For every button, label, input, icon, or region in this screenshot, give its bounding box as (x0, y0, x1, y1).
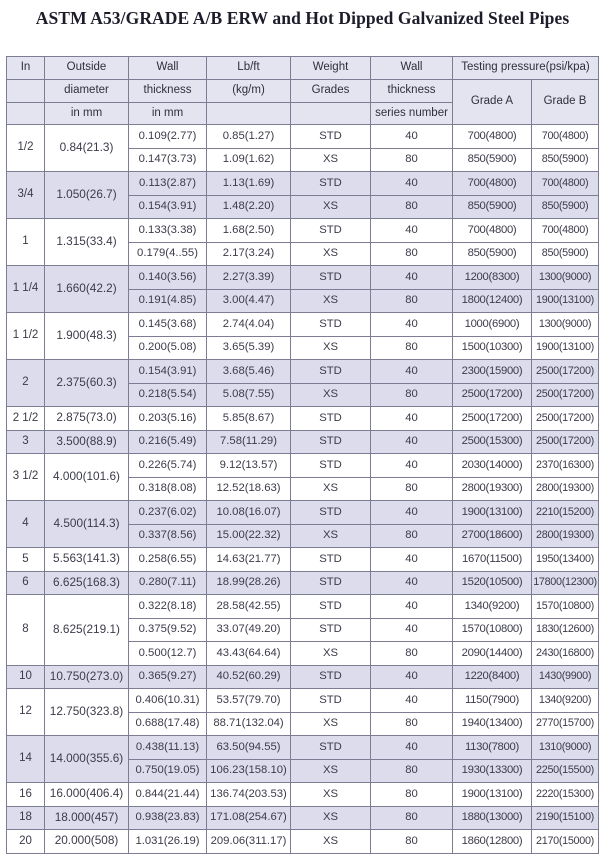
cell-lb-per-ft: 171.08(254.67) (207, 806, 291, 830)
cell-weight-grade: STD (291, 454, 371, 478)
cell-pressure-grade-a: 1500(10300) (453, 336, 532, 360)
cell-pressure-grade-a: 1570(10800) (453, 618, 532, 642)
cell-size-in: 3/4 (7, 172, 45, 219)
cell-pressure-grade-a: 1150(7900) (453, 689, 532, 713)
cell-size-in: 1 (7, 219, 45, 266)
cell-wall-thickness: 0.203(5.16) (129, 407, 207, 431)
cell-pressure-grade-b: 2800(19300) (532, 477, 599, 501)
header-outside: Outside (45, 57, 129, 80)
cell-pressure-grade-a: 700(4800) (453, 125, 532, 149)
cell-pressure-grade-b: 1310(9000) (532, 736, 599, 760)
cell-outside-diameter: 12.750(323.8) (45, 689, 129, 736)
cell-outside-diameter: 1.315(33.4) (45, 219, 129, 266)
table-row (7, 266, 599, 290)
cell-lb-per-ft: 209.06(311.17) (207, 830, 291, 854)
cell-pressure-grade-a: 1130(7800) (453, 736, 532, 760)
cell-outside-diameter: 10.750(273.0) (45, 665, 129, 689)
cell-lb-per-ft: 88.71(132.04) (207, 712, 291, 736)
cell-lb-per-ft: 3.65(5.39) (207, 336, 291, 360)
cell-pressure-grade-b: 2800(19300) (532, 524, 599, 548)
cell-series-number: 40 (371, 618, 453, 642)
table-row (7, 407, 599, 431)
cell-lb-per-ft: 63.50(94.55) (207, 736, 291, 760)
cell-weight-grade: XS (291, 759, 371, 783)
cell-outside-diameter: 0.84(21.3) (45, 125, 129, 172)
cell-pressure-grade-b: 2250(15500) (532, 759, 599, 783)
header-wall: Wall (129, 57, 207, 80)
cell-weight-grade: STD (291, 172, 371, 196)
cell-series-number: 40 (371, 571, 453, 595)
cell-series-number: 40 (371, 665, 453, 689)
cell-series-number: 40 (371, 360, 453, 384)
cell-outside-diameter: 2.375(60.3) (45, 360, 129, 407)
cell-outside-diameter: 4.000(101.6) (45, 454, 129, 501)
cell-pressure-grade-b: 2210(15200) (532, 501, 599, 525)
cell-pressure-grade-a: 1880(13000) (453, 806, 532, 830)
cell-wall-thickness: 0.375(9.52) (129, 618, 207, 642)
cell-weight-grade: XS (291, 642, 371, 666)
cell-outside-diameter: 6.625(168.3) (45, 571, 129, 595)
cell-wall-thickness: 0.237(6.02) (129, 501, 207, 525)
cell-wall-thickness: 0.216(5.49) (129, 430, 207, 454)
cell-size-in: 1 1/2 (7, 313, 45, 360)
cell-size-in: 12 (7, 689, 45, 736)
cell-series-number: 40 (371, 430, 453, 454)
table-row (7, 783, 599, 807)
table-row (7, 806, 599, 830)
cell-pressure-grade-a: 1220(8400) (453, 665, 532, 689)
cell-pressure-grade-b: 2170(15000) (532, 830, 599, 854)
cell-weight-grade: STD (291, 665, 371, 689)
cell-series-number: 40 (371, 407, 453, 431)
cell-lb-per-ft: 53.57(79.70) (207, 689, 291, 713)
cell-wall-thickness: 0.113(2.87) (129, 172, 207, 196)
cell-lb-per-ft: 5.08(7.55) (207, 383, 291, 407)
cell-weight-grade: XS (291, 524, 371, 548)
cell-series-number: 80 (371, 712, 453, 736)
cell-lb-per-ft: 40.52(60.29) (207, 665, 291, 689)
cell-wall-thickness: 0.337(8.56) (129, 524, 207, 548)
cell-outside-diameter: 20.000(508) (45, 830, 129, 854)
cell-weight-grade: STD (291, 219, 371, 243)
header-row-2 (7, 80, 599, 103)
table-row (7, 125, 599, 149)
cell-outside-diameter: 16.000(406.4) (45, 783, 129, 807)
cell-series-number: 40 (371, 736, 453, 760)
table-row (7, 360, 599, 384)
cell-pressure-grade-b: 2370(16300) (532, 454, 599, 478)
header-grades: Grades (291, 80, 371, 103)
header-thickness-series: thickness (371, 80, 453, 103)
cell-series-number: 80 (371, 289, 453, 313)
cell-wall-thickness: 0.688(17.48) (129, 712, 207, 736)
cell-wall-thickness: 0.109(2.77) (129, 125, 207, 149)
cell-size-in: 3 1/2 (7, 454, 45, 501)
cell-size-in: 14 (7, 736, 45, 783)
cell-pressure-grade-a: 1670(11500) (453, 548, 532, 572)
cell-series-number: 80 (371, 806, 453, 830)
cell-series-number: 40 (371, 501, 453, 525)
cell-wall-thickness: 0.318(8.08) (129, 477, 207, 501)
cell-pressure-grade-a: 1200(8300) (453, 266, 532, 290)
cell-pressure-grade-a: 850(5900) (453, 148, 532, 172)
cell-lb-per-ft: 3.00(4.47) (207, 289, 291, 313)
cell-wall-thickness: 0.200(5.08) (129, 336, 207, 360)
cell-size-in: 4 (7, 501, 45, 548)
cell-weight-grade: STD (291, 125, 371, 149)
cell-lb-per-ft: 2.74(4.04) (207, 313, 291, 337)
cell-pressure-grade-b: 2500(17200) (532, 430, 599, 454)
cell-lb-per-ft: 106.23(158.10) (207, 759, 291, 783)
cell-wall-thickness: 0.322(8.18) (129, 595, 207, 619)
page-title: ASTM A53/GRADE A/B ERW and Hot Dipped Galvanized Steel Pipes (35, 8, 570, 28)
cell-pressure-grade-a: 700(4800) (453, 172, 532, 196)
cell-weight-grade: XS (291, 336, 371, 360)
cell-wall-thickness: 0.226(5.74) (129, 454, 207, 478)
cell-weight-grade: XS (291, 477, 371, 501)
cell-size-in: 18 (7, 806, 45, 830)
cell-weight-grade: STD (291, 618, 371, 642)
cell-pressure-grade-b: 1340(9200) (532, 689, 599, 713)
cell-pressure-grade-a: 1860(12800) (453, 830, 532, 854)
table-row (7, 571, 599, 595)
cell-weight-grade: STD (291, 407, 371, 431)
header-wall-units: in mm (129, 103, 207, 125)
cell-wall-thickness: 0.191(4.85) (129, 289, 207, 313)
header-weight: Weight (291, 57, 371, 80)
cell-weight-grade: XS (291, 783, 371, 807)
cell-series-number: 40 (371, 172, 453, 196)
table-row (7, 595, 599, 619)
cell-pressure-grade-a: 1520(10500) (453, 571, 532, 595)
cell-pressure-grade-a: 2500(17200) (453, 407, 532, 431)
cell-weight-grade: STD (291, 736, 371, 760)
cell-series-number: 40 (371, 689, 453, 713)
cell-weight-grade: STD (291, 689, 371, 713)
cell-lb-per-ft: 15.00(22.32) (207, 524, 291, 548)
cell-lb-per-ft: 2.17(3.24) (207, 242, 291, 266)
cell-lb-per-ft: 43.43(64.64) (207, 642, 291, 666)
cell-weight-grade: STD (291, 360, 371, 384)
cell-wall-thickness: 1.031(26.19) (129, 830, 207, 854)
cell-series-number: 80 (371, 242, 453, 266)
header-series-number: series number (371, 103, 453, 125)
cell-pressure-grade-b: 700(4800) (532, 219, 599, 243)
cell-lb-per-ft: 18.99(28.26) (207, 571, 291, 595)
cell-weight-grade: XS (291, 289, 371, 313)
table-row (7, 736, 599, 760)
cell-lb-per-ft: 1.68(2.50) (207, 219, 291, 243)
cell-size-in: 1 1/4 (7, 266, 45, 313)
table-row (7, 454, 599, 478)
cell-series-number: 40 (371, 219, 453, 243)
cell-series-number: 80 (371, 759, 453, 783)
cell-size-in: 8 (7, 595, 45, 666)
header-in-blank (7, 80, 45, 103)
table-row (7, 830, 599, 854)
header-wall-series: Wall (371, 57, 453, 80)
table-row (7, 313, 599, 337)
cell-wall-thickness: 0.280(7.11) (129, 571, 207, 595)
cell-pressure-grade-a: 1900(13100) (453, 783, 532, 807)
cell-outside-diameter: 18.000(457) (45, 806, 129, 830)
cell-wall-thickness: 0.147(3.73) (129, 148, 207, 172)
cell-pressure-grade-a: 2700(18600) (453, 524, 532, 548)
cell-wall-thickness: 0.500(12.7) (129, 642, 207, 666)
cell-pressure-grade-b: 1430(9900) (532, 665, 599, 689)
table-row (7, 665, 599, 689)
cell-pressure-grade-b: 850(5900) (532, 148, 599, 172)
cell-pressure-grade-b: 700(4800) (532, 125, 599, 149)
cell-pressure-grade-a: 1900(13100) (453, 501, 532, 525)
cell-pressure-grade-b: 1300(9000) (532, 266, 599, 290)
header-in-blank-2 (7, 103, 45, 125)
cell-pressure-grade-a: 1800(12400) (453, 289, 532, 313)
cell-weight-grade: XS (291, 242, 371, 266)
cell-pressure-grade-b: 1830(12600) (532, 618, 599, 642)
cell-weight-grade: STD (291, 548, 371, 572)
cell-wall-thickness: 0.145(3.68) (129, 313, 207, 337)
cell-lb-per-ft: 2.27(3.39) (207, 266, 291, 290)
cell-lb-per-ft: 1.13(1.69) (207, 172, 291, 196)
cell-pressure-grade-a: 850(5900) (453, 195, 532, 219)
cell-weight-grade: STD (291, 595, 371, 619)
cell-pressure-grade-a: 1940(13400) (453, 712, 532, 736)
cell-size-in: 16 (7, 783, 45, 807)
cell-pressure-grade-b: 2430(16800) (532, 642, 599, 666)
cell-outside-diameter: 1.050(26.7) (45, 172, 129, 219)
cell-outside-diameter: 5.563(141.3) (45, 548, 129, 572)
cell-lb-per-ft: 10.08(16.07) (207, 501, 291, 525)
cell-lb-per-ft: 5.85(8.67) (207, 407, 291, 431)
cell-lb-per-ft: 136.74(203.53) (207, 783, 291, 807)
cell-wall-thickness: 0.406(10.31) (129, 689, 207, 713)
cell-lb-per-ft: 7.58(11.29) (207, 430, 291, 454)
cell-pressure-grade-b: 2220(15300) (532, 783, 599, 807)
header-in: In (7, 57, 45, 80)
cell-pressure-grade-a: 1340(9200) (453, 595, 532, 619)
cell-size-in: 1/2 (7, 125, 45, 172)
cell-outside-diameter: 4.500(114.3) (45, 501, 129, 548)
cell-wall-thickness: 0.258(6.55) (129, 548, 207, 572)
cell-series-number: 80 (371, 524, 453, 548)
cell-series-number: 40 (371, 548, 453, 572)
cell-pressure-grade-b: 850(5900) (532, 195, 599, 219)
pipe-spec-table (6, 56, 599, 854)
cell-pressure-grade-b: 1900(13100) (532, 289, 599, 313)
cell-pressure-grade-a: 1930(13300) (453, 759, 532, 783)
cell-pressure-grade-a: 2090(14400) (453, 642, 532, 666)
cell-series-number: 80 (371, 148, 453, 172)
cell-wall-thickness: 0.154(3.91) (129, 195, 207, 219)
cell-wall-thickness: 0.218(5.54) (129, 383, 207, 407)
cell-wall-thickness: 0.750(19.05) (129, 759, 207, 783)
cell-outside-diameter: 3.500(88.9) (45, 430, 129, 454)
cell-pressure-grade-b: 850(5900) (532, 242, 599, 266)
cell-pressure-grade-a: 2030(14000) (453, 454, 532, 478)
cell-lb-per-ft: 14.63(21.77) (207, 548, 291, 572)
cell-size-in: 5 (7, 548, 45, 572)
cell-lb-per-ft: 0.85(1.27) (207, 125, 291, 149)
cell-weight-grade: STD (291, 571, 371, 595)
table-row (7, 548, 599, 572)
cell-series-number: 40 (371, 595, 453, 619)
table-row (7, 172, 599, 196)
header-od-units: in mm (45, 103, 129, 125)
cell-size-in: 3 (7, 430, 45, 454)
cell-series-number: 80 (371, 642, 453, 666)
cell-lb-per-ft: 1.48(2.20) (207, 195, 291, 219)
cell-pressure-grade-b: 2770(15700) (532, 712, 599, 736)
cell-outside-diameter: 1.660(42.2) (45, 266, 129, 313)
cell-outside-diameter: 2.875(73.0) (45, 407, 129, 431)
cell-series-number: 40 (371, 313, 453, 337)
cell-lb-per-ft: 1.09(1.62) (207, 148, 291, 172)
cell-series-number: 80 (371, 830, 453, 854)
cell-series-number: 80 (371, 336, 453, 360)
cell-pressure-grade-a: 2500(15300) (453, 430, 532, 454)
cell-wall-thickness: 0.133(3.38) (129, 219, 207, 243)
cell-pressure-grade-b: 2500(17200) (532, 407, 599, 431)
header-lbft: Lb/ft (207, 57, 291, 80)
cell-series-number: 40 (371, 454, 453, 478)
cell-series-number: 80 (371, 383, 453, 407)
cell-weight-grade: XS (291, 712, 371, 736)
cell-wall-thickness: 0.844(21.44) (129, 783, 207, 807)
cell-size-in: 20 (7, 830, 45, 854)
table-row (7, 501, 599, 525)
cell-weight-grade: STD (291, 430, 371, 454)
cell-weight-grade: XS (291, 830, 371, 854)
table-row (7, 689, 599, 713)
cell-pressure-grade-b: 700(4800) (532, 172, 599, 196)
table-row (7, 219, 599, 243)
cell-pressure-grade-b: 2500(17200) (532, 383, 599, 407)
cell-pressure-grade-b: 2190(15100) (532, 806, 599, 830)
cell-weight-grade: STD (291, 266, 371, 290)
cell-weight-grade: XS (291, 148, 371, 172)
cell-wall-thickness: 0.438(11.13) (129, 736, 207, 760)
cell-pressure-grade-a: 2500(17200) (453, 383, 532, 407)
cell-lb-per-ft: 12.52(18.63) (207, 477, 291, 501)
cell-pressure-grade-b: 1300(9000) (532, 313, 599, 337)
cell-pressure-grade-a: 2300(15900) (453, 360, 532, 384)
header-lbft-blank (207, 103, 291, 125)
header-grade-a: Grade A (453, 80, 532, 125)
table-row (7, 430, 599, 454)
cell-lb-per-ft: 33.07(49.20) (207, 618, 291, 642)
cell-series-number: 80 (371, 195, 453, 219)
cell-wall-thickness: 0.179(4..55) (129, 242, 207, 266)
cell-pressure-grade-a: 1000(6900) (453, 313, 532, 337)
cell-size-in: 6 (7, 571, 45, 595)
cell-pressure-grade-b: 1950(13400) (532, 548, 599, 572)
cell-wall-thickness: 0.140(3.56) (129, 266, 207, 290)
cell-size-in: 10 (7, 665, 45, 689)
cell-series-number: 80 (371, 477, 453, 501)
header-thickness: thickness (129, 80, 207, 103)
cell-size-in: 2 1/2 (7, 407, 45, 431)
cell-lb-per-ft: 28.58(42.55) (207, 595, 291, 619)
header-kgm: (kg/m) (207, 80, 291, 103)
cell-weight-grade: XS (291, 383, 371, 407)
cell-weight-grade: STD (291, 313, 371, 337)
header-diameter: diameter (45, 80, 129, 103)
cell-pressure-grade-b: 1570(10800) (532, 595, 599, 619)
cell-pressure-grade-b: 2500(17200) (532, 360, 599, 384)
cell-pressure-grade-a: 850(5900) (453, 242, 532, 266)
cell-weight-grade: XS (291, 806, 371, 830)
cell-pressure-grade-a: 2800(19300) (453, 477, 532, 501)
cell-outside-diameter: 14.000(355.6) (45, 736, 129, 783)
cell-outside-diameter: 1.900(48.3) (45, 313, 129, 360)
header-weight-blank (291, 103, 371, 125)
cell-weight-grade: XS (291, 195, 371, 219)
cell-weight-grade: STD (291, 501, 371, 525)
header-row-1 (7, 57, 599, 80)
cell-wall-thickness: 0.154(3.91) (129, 360, 207, 384)
cell-wall-thickness: 0.365(9.27) (129, 665, 207, 689)
header-testing-pressure: Testing pressure(psi/kpa) (453, 57, 599, 80)
cell-lb-per-ft: 3.68(5.46) (207, 360, 291, 384)
cell-outside-diameter: 8.625(219.1) (45, 595, 129, 666)
cell-series-number: 40 (371, 125, 453, 149)
cell-series-number: 80 (371, 783, 453, 807)
header-grade-b: Grade B (532, 80, 599, 125)
cell-lb-per-ft: 9.12(13.57) (207, 454, 291, 478)
cell-series-number: 40 (371, 266, 453, 290)
cell-pressure-grade-a: 700(4800) (453, 219, 532, 243)
cell-pressure-grade-b: 17800(12300) (532, 571, 599, 595)
cell-wall-thickness: 0.938(23.83) (129, 806, 207, 830)
cell-size-in: 2 (7, 360, 45, 407)
cell-pressure-grade-b: 1900(13100) (532, 336, 599, 360)
